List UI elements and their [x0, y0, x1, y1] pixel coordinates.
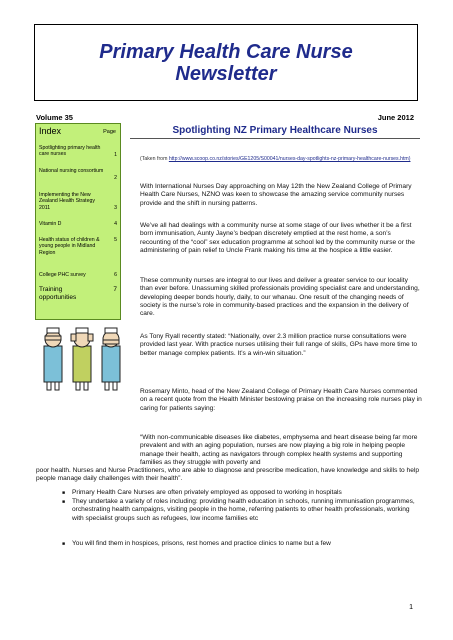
index-heading: Index	[39, 126, 62, 136]
index-item[interactable]: Spotlighting primary health care nurses 1	[39, 145, 117, 158]
bullet-marker: ■	[62, 490, 66, 496]
index-item[interactable]: Health status of children & young people in Midland Region 5	[39, 237, 117, 256]
index-page-label: Page	[103, 129, 116, 135]
nurse-figure-right	[102, 328, 120, 390]
index-item[interactable]: National nursing consortium 2	[39, 168, 117, 181]
article-header	[130, 124, 420, 139]
paragraph: “With non-communicable diseases like diabetes, emphysema and heart disease being far more prevalent and with an aging population, nurses are now playing a big role in helping people manage their health, acting as navigators through complex health systems and supporting families as they struggle with poverty and	[140, 434, 418, 466]
index-item[interactable]: Training opportunities 7	[39, 286, 117, 301]
article-heading: Spotlighting NZ Primary Healthcare Nurses	[130, 124, 420, 139]
volume-label: Volume 35	[36, 113, 73, 122]
bullet-item: ■ You will find them in hospices, prisons, rest homes and practice clinics to name but a few	[62, 540, 331, 547]
page-number: 1	[409, 604, 413, 611]
paragraph: poor health. Nurses and Nurse Practitioners, who are able to diagnose and prescribe medication, have knowledge and skills to help people manage daily challenges with their health”.	[36, 467, 420, 483]
paragraph: We’ve all had dealings with a community nurse at some stage of our lives whether it be a first born immunisation, Aunty Jayne’s bedpan discretely emptied at the rest home, a son’s recounting of the “cool” sex education programme at school led by the community nurse or the administering of pain relief to Uncle Frank making his time at the hospice a little easier.	[140, 222, 415, 254]
paragraph: As Tony Ryall recently stated: “Nationally, over 2.3 million practice nurse consultations were provided last year. With practice nurses utilising their full range of skills, GPs have more time to better manage complex patients. It’s a win-win situation.”	[140, 333, 418, 357]
title-line-1: Primary Health Care Nurse	[99, 41, 353, 63]
paragraph: With International Nurses Day approaching on May 12th the New Zealand College of Primary Health Care Nurses, NZNO was keen to showcase the amazing service community nurses provide and the shift in nursing patterns.	[140, 183, 412, 207]
bullet-marker: ■	[62, 541, 66, 547]
index-sidebar	[35, 123, 121, 320]
index-item[interactable]: College PHC survey 6	[39, 272, 117, 278]
article-source: (Taken from http://www.scoop.co.nz/stories/GE1205/S00041/nurses-day-spotlights-nz-primary-healthcare-nurses.htm)	[140, 156, 411, 162]
index-item[interactable]: Vitamin D 4	[39, 221, 117, 227]
title-line-2: Newsletter	[175, 63, 277, 85]
nurse-figure-middle	[71, 328, 93, 390]
masthead	[34, 24, 418, 101]
bullet-item: ■ Primary Health Care Nurses are often privately employed as opposed to working in hospitals	[62, 489, 342, 496]
bullet-item: ■ They undertake a variety of roles including: providing health education in schools, running immunisation programmes, orchestrating health campaigns, visiting people in the home, referring patients to other health professionals, working with specialist groups such as refugees, low income families etc	[62, 498, 415, 522]
nurse-figure-left	[44, 328, 62, 390]
paragraph: These community nurses are integral to our lives and deliver a greater service to our locality than ever before. Unassuming skilled professionals providing specialist care and understanding, developing deeper bonds hourly, daily, to our whanau. One result of the changing needs of society is the nurse’s role in community-based practices and the expansion in the delivery of care.	[140, 277, 420, 318]
bullet-marker: ■	[62, 499, 66, 505]
three-wise-nurses-illustration	[35, 322, 127, 392]
paragraph: Rosemary Minto, head of the New Zealand College of Primary Health Care Nurses commented on a recent quote from the Health Minister bestowing praise on the increasing role nurses play in caring for patients saying:	[140, 388, 422, 412]
source-link[interactable]: http://www.scoop.co.nz/stories/GE1205/S00041/nurses-day-spotlights-nz-primary-healthcare-nurses.htm)	[168, 156, 411, 162]
issue-date: June 2012	[377, 113, 414, 122]
index-item[interactable]: Implementing the New Zealand Health Strategy 2011 3	[39, 192, 117, 211]
